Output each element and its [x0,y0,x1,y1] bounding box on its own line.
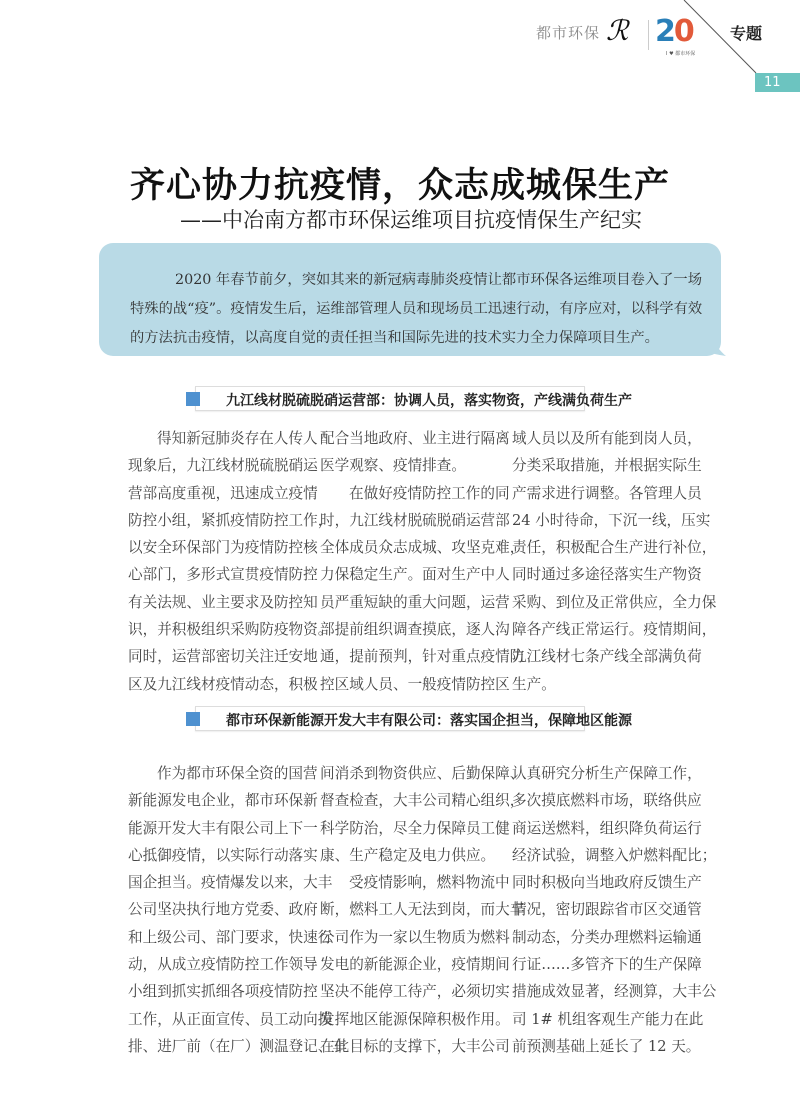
text-line: 员严重短缺的重大问题，运营 [320,593,510,611]
intro-line: 特殊的战“疫”。疫情发生后，运维部管理人员和现场员工迅速行动，有序应对，以科学有效 [130,301,703,317]
text-line: 责任，积极配合生产进行补位， [512,539,717,557]
article-subtitle: ——中冶南方都市环保运维项目抗疫情保生产纪实 [180,208,642,232]
text-line: 现象后，九江线材脱硫脱硝运 [128,457,318,475]
text-line: 新能源发电企业，都市环保新 [128,792,318,810]
text-line: 督查检查，大丰公司精心组织， [320,792,525,810]
text-line: 在做好疫情防控工作的同 [349,484,510,502]
text-line: 措施成效显著，经测算，大丰公 [512,983,717,1001]
text-line: 公司坚决执行地方党委、政府 [128,901,318,919]
text-line: 前预测基础上延长了 12 天。 [512,1037,701,1055]
text-line: 多次摸底燃料市场，联络供应 [512,792,702,810]
body-column [320,760,525,1060]
text-line: 受疫情影响，燃料物流中 [349,874,510,892]
text-line: 心部门，多形式宣贯疫情防控 [128,566,318,584]
text-line: 认真研究分析生产保障工作， [512,765,702,782]
text-line: 科学防治，尽全力保障员工健 [320,819,510,837]
text-line: 同时积极向当地政府反馈生产 [512,874,702,892]
text-line: 24 小时待命，下沉一线，压实 [512,511,711,529]
page-number: 11 [755,73,800,92]
body-column [320,425,525,698]
text-line: 作为都市环保全资的国营 [157,765,318,782]
text-line: 动，从成立疫情防控工作领导 [128,956,318,974]
text-line: 坚决不能停工待产，必须切实 [320,983,510,1001]
text-line: 心抵御疫情，以实际行动落实 [128,846,318,864]
corner-diagonal-line [0,0,800,100]
text-line: 障各产线正常运行。疫情期间， [512,621,717,639]
brand-name: 都市环保 [536,24,601,42]
text-line: 产需求进行调整。各管理人员 [512,484,702,502]
text-line: 在此目标的支撑下，大丰公司 [320,1037,510,1055]
text-line: 小组到抓实抓细各项疫情防控 [128,983,318,1001]
text-line: 采购、到位及正常供应，全力保 [512,593,717,611]
text-line: 同时，运营部密切关注迁安地 [128,648,318,666]
heading-marker-icon [186,712,200,726]
text-line: 分类采取措施，并根据实际生 [512,457,702,475]
text-line: 发挥地区能源保障积极作用。 [320,1010,510,1028]
text-line: 防控小组，紧抓疫情防控工作， [128,511,333,529]
text-line: 九江线材七条产线全部满负荷 [512,648,702,666]
text-line: 工作，从正面宣传、员工动向摸 [128,1010,333,1028]
text-line: 医学观察、疫情排查。 [320,457,466,475]
body-column [128,425,333,698]
text-line: 发电的新能源企业，疫情期间 [320,956,510,974]
intro-text [130,266,703,353]
intro-line: 2020 年春节前夕，突如其来的新冠病毒肺炎疫情让都市环保各运维项目卷入了一场 [175,272,703,288]
body-column [128,760,347,1060]
text-line: 司 1# 机组客观生产能力在此 [512,1010,704,1028]
text-line: 部提前组织调查摸底，逐人沟 [320,621,510,639]
text-line: 能源开发大丰有限公司上下一 [128,819,318,837]
text-line: 商运送燃料，组织降负荷运行 [512,819,702,837]
text-line: 识，并积极组织采购防疫物资。 [128,621,333,639]
text-line: 区及九江线材疫情动态，积极 [128,675,318,693]
text-line: 配合当地政府、业主进行隔离 [320,430,510,447]
section-heading-text: 九江线材脱硫脱硝运营部：协调人员，落实物资，产线满负荷生产 [226,393,632,409]
text-line: 以安全环保部门为疫情防控核 [128,539,318,557]
calligraphy-logo: ℛ [606,14,629,47]
text-line: 情况，密切跟踪省市区交通管 [512,901,702,919]
text-line: 康、生产稳定及电力供应。 [320,846,496,864]
text-line: 同时通过多途径落实生产物资 [512,566,702,584]
text-line: 营部高度重视，迅速成立疫情 [128,484,318,502]
body-column [512,425,717,698]
text-line: 排、进厂前（在厂）测温登记、车 [128,1037,347,1055]
callout-tail [700,330,730,360]
text-line: 制动态，分类办理燃料运输通 [512,928,702,946]
article-title: 齐心协力抗疫情，众志成城保生产 [129,166,670,206]
text-line: 有关法规、业主要求及防控知 [128,593,318,611]
text-line: 和上级公司、部门要求，快速行 [128,928,333,946]
text-line: 力保稳定生产。面对生产中人 [320,566,510,584]
heading-marker-icon [186,392,200,406]
text-line: 行证……多管齐下的生产保障 [512,956,702,974]
section-heading-text: 都市环保新能源开发大丰有限公司：落实国企担当，保障地区能源 [226,713,632,729]
anniversary-logo-caption: I ♥ 都市环保 [666,51,696,57]
text-line: 国企担当。疫情爆发以来，大丰 [128,874,333,892]
text-line: 公司作为一家以生物质为燃料 [320,928,510,946]
section-heading-dafeng [195,706,632,731]
section-label: 专题 [730,24,763,43]
text-line: 得知新冠肺炎存在人传人 [157,430,318,447]
text-line: 经济试验，调整入炉燃料配比； [512,846,717,864]
text-line: 全体成员众志成城、攻坚克难， [320,539,525,557]
text-line: 时，九江线材脱硫脱硝运营部 [320,511,510,529]
body-column [512,760,717,1060]
text-line: 间消杀到物资供应、后勤保障、 [320,765,525,782]
text-line: 控区域人员、一般疫情防控区 [320,675,510,693]
text-line: 生产。 [512,675,556,693]
text-line: 域人员以及所有能到岗人员， [512,430,702,447]
anniversary-logo: 20 [655,14,693,49]
section-heading-jiujiang [195,386,632,411]
intro-line: 的方法抗击疫情，以高度自觉的责任担当和国际先进的技术实力全力保障项目生产。 [130,330,659,346]
text-line: 断，燃料工人无法到岗，而大丰 [320,901,525,919]
text-line: 通，提前预判，针对重点疫情防 [320,648,525,666]
